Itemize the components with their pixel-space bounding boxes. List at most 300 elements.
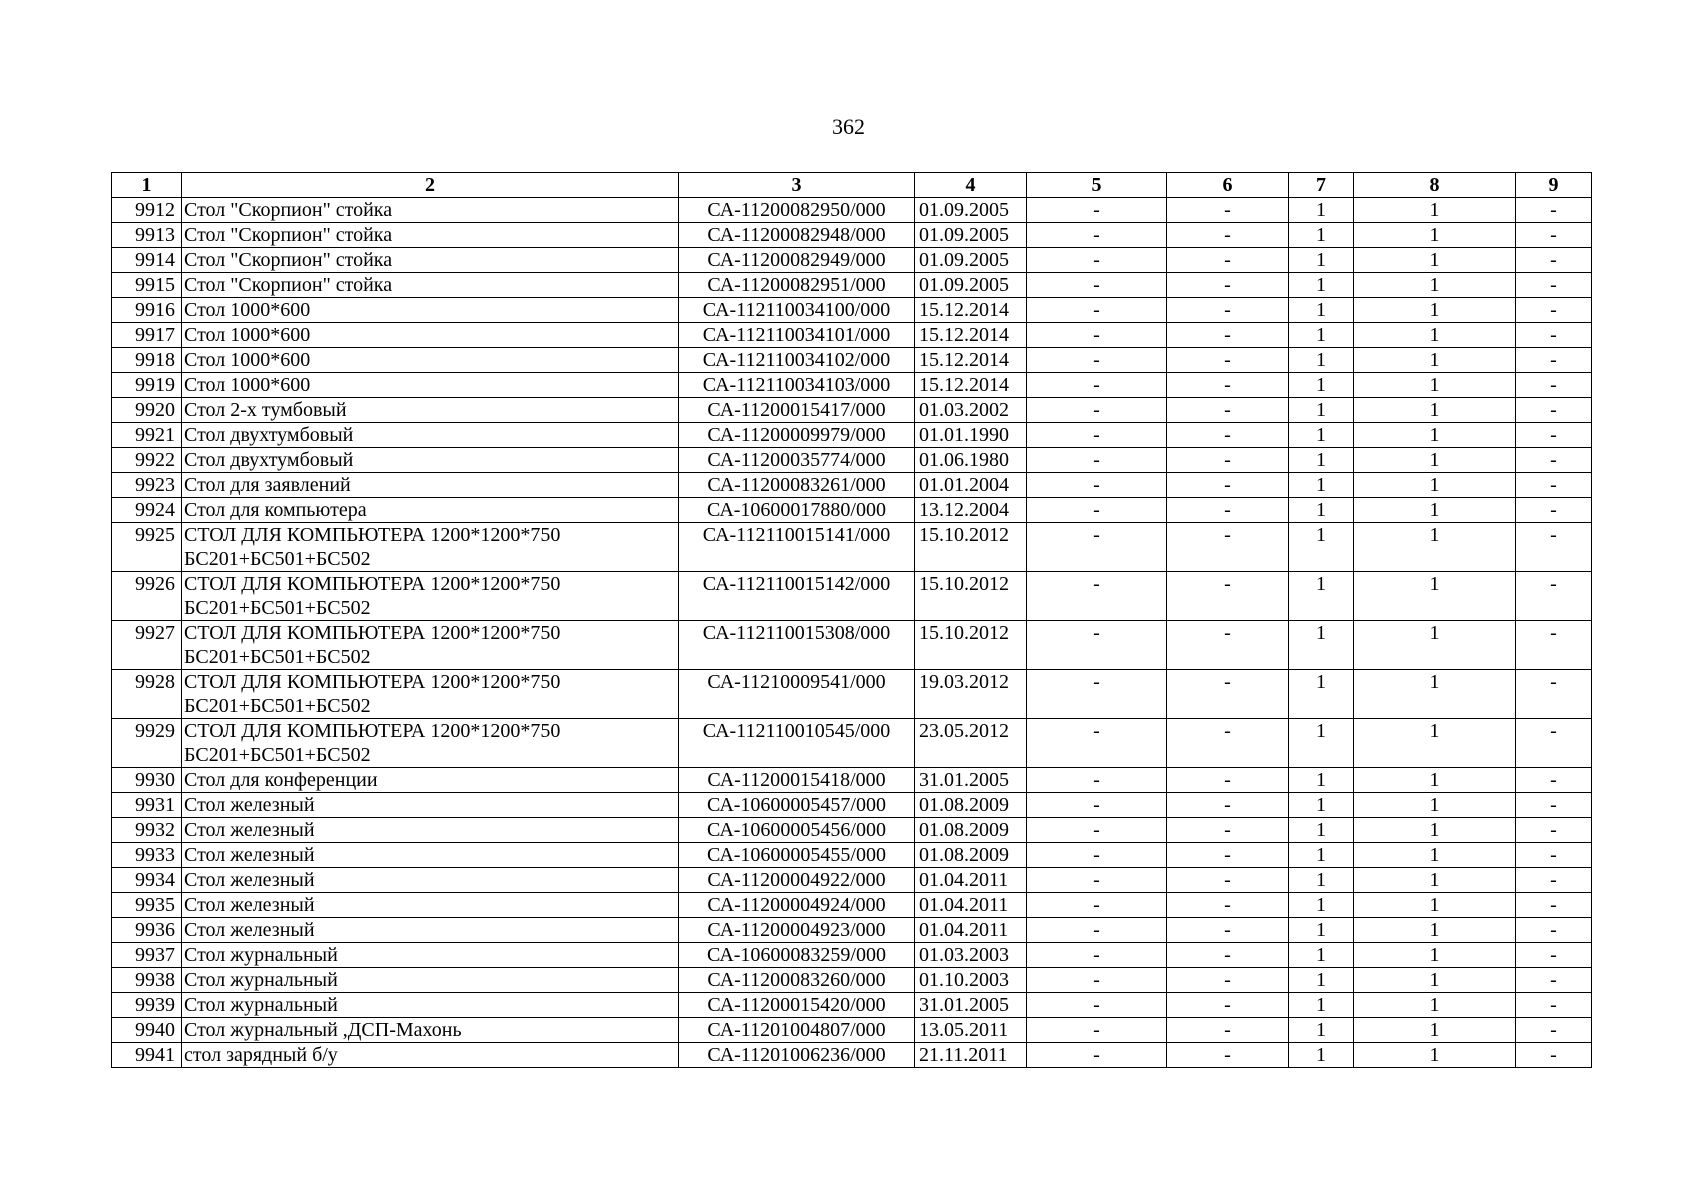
col-6-cell: - <box>1167 818 1289 843</box>
table-row <box>112 1018 1592 1043</box>
table-row <box>112 818 1592 843</box>
row-number-cell: 9936 <box>112 918 182 943</box>
col-7-cell: 1 <box>1289 918 1354 943</box>
col-8-cell: 1 <box>1354 448 1516 473</box>
col-8-cell: 1 <box>1354 298 1516 323</box>
table-row <box>112 1043 1592 1068</box>
inventory-code-cell: СА-112110034101/000 <box>679 323 915 348</box>
inventory-code-cell: СА-10600017880/000 <box>679 498 915 523</box>
date-cell: 01.08.2009 <box>915 843 1027 868</box>
col-6-cell: - <box>1167 943 1289 968</box>
col-9-cell: - <box>1516 918 1592 943</box>
col-5-cell: - <box>1027 843 1167 868</box>
col-9-cell: - <box>1516 273 1592 298</box>
col-7-cell: 1 <box>1289 273 1354 298</box>
inventory-code-cell: СА-11201004807/000 <box>679 1018 915 1043</box>
inventory-code-cell: СА-112110034100/000 <box>679 298 915 323</box>
date-cell: 15.12.2014 <box>915 348 1027 373</box>
col-7-cell: 1 <box>1289 993 1354 1018</box>
col-8-cell: 1 <box>1354 719 1516 768</box>
table-row <box>112 248 1592 273</box>
col-8-cell: 1 <box>1354 1043 1516 1068</box>
row-number-cell: 9921 <box>112 423 182 448</box>
col-5-cell: - <box>1027 373 1167 398</box>
inventory-code-cell: СА-11200082948/000 <box>679 223 915 248</box>
table-row <box>112 323 1592 348</box>
date-cell: 31.01.2005 <box>915 768 1027 793</box>
table-row <box>112 523 1592 572</box>
col-7-cell: 1 <box>1289 893 1354 918</box>
date-cell: 15.12.2014 <box>915 373 1027 398</box>
col-5-cell: - <box>1027 198 1167 223</box>
col-9-cell: - <box>1516 348 1592 373</box>
col-9-cell: - <box>1516 793 1592 818</box>
col-5-cell: - <box>1027 993 1167 1018</box>
col-7-cell: 1 <box>1289 198 1354 223</box>
col-7-cell: 1 <box>1289 670 1354 719</box>
col-5-cell: - <box>1027 448 1167 473</box>
col-5-cell: - <box>1027 273 1167 298</box>
col-5-cell: - <box>1027 868 1167 893</box>
row-number-cell: 9920 <box>112 398 182 423</box>
col-7-cell: 1 <box>1289 868 1354 893</box>
inventory-code-cell: СА-10600005455/000 <box>679 843 915 868</box>
col-9-cell: - <box>1516 893 1592 918</box>
col-9-cell: - <box>1516 719 1592 768</box>
col-8-cell: 1 <box>1354 273 1516 298</box>
col-5-cell: - <box>1027 1018 1167 1043</box>
item-name-cell: Стол "Скорпион" стойка <box>182 223 679 248</box>
table-row <box>112 348 1592 373</box>
col-8-cell: 1 <box>1354 868 1516 893</box>
col-7-cell: 1 <box>1289 423 1354 448</box>
col-7-cell: 1 <box>1289 373 1354 398</box>
col-6-cell: - <box>1167 918 1289 943</box>
date-cell: 15.12.2014 <box>915 323 1027 348</box>
item-name-cell: СТОЛ ДЛЯ КОМПЬЮТЕРА 1200*1200*750 БС201+БС501+БС502 <box>182 523 679 572</box>
col-5-cell: - <box>1027 1043 1167 1068</box>
col-5-cell: - <box>1027 621 1167 670</box>
col-6-cell: - <box>1167 448 1289 473</box>
col-7-cell: 1 <box>1289 818 1354 843</box>
date-cell: 01.09.2005 <box>915 198 1027 223</box>
col-5-cell: - <box>1027 348 1167 373</box>
date-cell: 01.08.2009 <box>915 818 1027 843</box>
col-8-cell: 1 <box>1354 670 1516 719</box>
table-row <box>112 273 1592 298</box>
inventory-code-cell: СА-11200082951/000 <box>679 273 915 298</box>
col-6-cell: - <box>1167 223 1289 248</box>
date-cell: 01.03.2002 <box>915 398 1027 423</box>
col-9-cell: - <box>1516 448 1592 473</box>
col-8-cell: 1 <box>1354 818 1516 843</box>
col-6-cell: - <box>1167 398 1289 423</box>
col-6-cell: - <box>1167 473 1289 498</box>
col-5-cell: - <box>1027 719 1167 768</box>
col-6-cell: - <box>1167 993 1289 1018</box>
date-cell: 01.09.2005 <box>915 223 1027 248</box>
col-9-cell: - <box>1516 993 1592 1018</box>
col-6-cell: - <box>1167 1018 1289 1043</box>
col-9-cell: - <box>1516 572 1592 621</box>
item-name-cell: Стол железный <box>182 793 679 818</box>
table-row <box>112 768 1592 793</box>
item-name-cell: Стол 1000*600 <box>182 298 679 323</box>
date-cell: 15.10.2012 <box>915 621 1027 670</box>
col-7-cell: 1 <box>1289 572 1354 621</box>
date-cell: 31.01.2005 <box>915 993 1027 1018</box>
col-7-cell: 1 <box>1289 1018 1354 1043</box>
col-7-cell: 1 <box>1289 323 1354 348</box>
row-number-cell: 9924 <box>112 498 182 523</box>
col-5-cell: - <box>1027 423 1167 448</box>
item-name-cell: Стол журнальный <box>182 993 679 1018</box>
col-5-cell: - <box>1027 223 1167 248</box>
item-name-cell: СТОЛ ДЛЯ КОМПЬЮТЕРА 1200*1200*750 БС201+БС501+БС502 <box>182 719 679 768</box>
col-8-cell: 1 <box>1354 943 1516 968</box>
date-cell: 01.09.2005 <box>915 273 1027 298</box>
item-name-cell: Стол двухтумбовый <box>182 423 679 448</box>
col-5-cell: - <box>1027 918 1167 943</box>
item-name-cell: Стол для конференции <box>182 768 679 793</box>
col-6-cell: - <box>1167 298 1289 323</box>
col-7-cell: 1 <box>1289 223 1354 248</box>
row-number-cell: 9925 <box>112 523 182 572</box>
table-row <box>112 448 1592 473</box>
table-row <box>112 793 1592 818</box>
table-row <box>112 198 1592 223</box>
col-6-cell: - <box>1167 523 1289 572</box>
table-row <box>112 423 1592 448</box>
col-5-cell: - <box>1027 893 1167 918</box>
col-7-cell: 1 <box>1289 793 1354 818</box>
col-7-cell: 1 <box>1289 768 1354 793</box>
inventory-code-cell: СА-11200004923/000 <box>679 918 915 943</box>
row-number-cell: 9940 <box>112 1018 182 1043</box>
row-number-cell: 9923 <box>112 473 182 498</box>
table-row <box>112 843 1592 868</box>
col-9-cell: - <box>1516 868 1592 893</box>
col-9-cell: - <box>1516 818 1592 843</box>
col-9-cell: - <box>1516 968 1592 993</box>
col-7-cell: 1 <box>1289 943 1354 968</box>
col-9-cell: - <box>1516 248 1592 273</box>
col-6-cell: - <box>1167 423 1289 448</box>
col-7-cell: 1 <box>1289 843 1354 868</box>
column-header: 6 <box>1167 173 1289 198</box>
item-name-cell: Стол 1000*600 <box>182 348 679 373</box>
column-header: 2 <box>182 173 679 198</box>
inventory-code-cell: СА-10600083259/000 <box>679 943 915 968</box>
date-cell: 15.12.2014 <box>915 298 1027 323</box>
col-6-cell: - <box>1167 893 1289 918</box>
item-name-cell: Стол для компьютера <box>182 498 679 523</box>
row-number-cell: 9926 <box>112 572 182 621</box>
col-5-cell: - <box>1027 793 1167 818</box>
table-row <box>112 943 1592 968</box>
col-7-cell: 1 <box>1289 348 1354 373</box>
inventory-code-cell: СА-11200004922/000 <box>679 868 915 893</box>
row-number-cell: 9919 <box>112 373 182 398</box>
col-9-cell: - <box>1516 1018 1592 1043</box>
table-row <box>112 893 1592 918</box>
row-number-cell: 9930 <box>112 768 182 793</box>
col-8-cell: 1 <box>1354 473 1516 498</box>
column-header: 4 <box>915 173 1027 198</box>
col-9-cell: - <box>1516 621 1592 670</box>
row-number-cell: 9922 <box>112 448 182 473</box>
col-8-cell: 1 <box>1354 768 1516 793</box>
date-cell: 13.05.2011 <box>915 1018 1027 1043</box>
col-8-cell: 1 <box>1354 893 1516 918</box>
col-9-cell: - <box>1516 198 1592 223</box>
inventory-code-cell: СА-11200015417/000 <box>679 398 915 423</box>
date-cell: 01.01.2004 <box>915 473 1027 498</box>
col-7-cell: 1 <box>1289 398 1354 423</box>
inventory-code-cell: СА-11200015418/000 <box>679 768 915 793</box>
row-number-cell: 9937 <box>112 943 182 968</box>
date-cell: 01.08.2009 <box>915 793 1027 818</box>
date-cell: 01.03.2003 <box>915 943 1027 968</box>
inventory-code-cell: СА-112110015142/000 <box>679 572 915 621</box>
item-name-cell: Стол железный <box>182 893 679 918</box>
col-6-cell: - <box>1167 373 1289 398</box>
col-7-cell: 1 <box>1289 448 1354 473</box>
inventory-code-cell: СА-112110034102/000 <box>679 348 915 373</box>
table-row <box>112 993 1592 1018</box>
inventory-code-cell: СА-11200083261/000 <box>679 473 915 498</box>
inventory-code-cell: СА-112110034103/000 <box>679 373 915 398</box>
inventory-table <box>111 172 1592 1068</box>
row-number-cell: 9932 <box>112 818 182 843</box>
col-7-cell: 1 <box>1289 298 1354 323</box>
table-row <box>112 498 1592 523</box>
col-6-cell: - <box>1167 248 1289 273</box>
col-9-cell: - <box>1516 298 1592 323</box>
col-6-cell: - <box>1167 768 1289 793</box>
table-row <box>112 918 1592 943</box>
col-8-cell: 1 <box>1354 523 1516 572</box>
item-name-cell: Стол "Скорпион" стойка <box>182 273 679 298</box>
col-8-cell: 1 <box>1354 248 1516 273</box>
date-cell: 15.10.2012 <box>915 572 1027 621</box>
row-number-cell: 9918 <box>112 348 182 373</box>
col-5-cell: - <box>1027 670 1167 719</box>
item-name-cell: Стол журнальный <box>182 943 679 968</box>
col-8-cell: 1 <box>1354 223 1516 248</box>
table-row <box>112 968 1592 993</box>
col-9-cell: - <box>1516 323 1592 348</box>
col-8-cell: 1 <box>1354 968 1516 993</box>
col-9-cell: - <box>1516 843 1592 868</box>
col-7-cell: 1 <box>1289 621 1354 670</box>
col-5-cell: - <box>1027 768 1167 793</box>
col-7-cell: 1 <box>1289 498 1354 523</box>
item-name-cell: СТОЛ ДЛЯ КОМПЬЮТЕРА 1200*1200*750 БС201+БС501+БС502 <box>182 621 679 670</box>
item-name-cell: Стол "Скорпион" стойка <box>182 198 679 223</box>
col-5-cell: - <box>1027 323 1167 348</box>
column-header: 5 <box>1027 173 1167 198</box>
row-number-cell: 9914 <box>112 248 182 273</box>
column-header: 1 <box>112 173 182 198</box>
inventory-code-cell: СА-11200015420/000 <box>679 993 915 1018</box>
col-7-cell: 1 <box>1289 523 1354 572</box>
col-9-cell: - <box>1516 423 1592 448</box>
col-9-cell: - <box>1516 768 1592 793</box>
inventory-code-cell: СА-10600005456/000 <box>679 818 915 843</box>
row-number-cell: 9941 <box>112 1043 182 1068</box>
col-5-cell: - <box>1027 298 1167 323</box>
col-7-cell: 1 <box>1289 1043 1354 1068</box>
col-8-cell: 1 <box>1354 843 1516 868</box>
col-7-cell: 1 <box>1289 968 1354 993</box>
col-9-cell: - <box>1516 943 1592 968</box>
col-9-cell: - <box>1516 523 1592 572</box>
col-5-cell: - <box>1027 498 1167 523</box>
row-number-cell: 9927 <box>112 621 182 670</box>
col-6-cell: - <box>1167 968 1289 993</box>
row-number-cell: 9929 <box>112 719 182 768</box>
col-8-cell: 1 <box>1354 793 1516 818</box>
item-name-cell: Стол для заявлений <box>182 473 679 498</box>
date-cell: 01.01.1990 <box>915 423 1027 448</box>
col-8-cell: 1 <box>1354 498 1516 523</box>
item-name-cell: Стол железный <box>182 918 679 943</box>
item-name-cell: Стол 2-х тумбовый <box>182 398 679 423</box>
col-7-cell: 1 <box>1289 248 1354 273</box>
table-row <box>112 670 1592 719</box>
col-5-cell: - <box>1027 818 1167 843</box>
col-7-cell: 1 <box>1289 719 1354 768</box>
row-number-cell: 9933 <box>112 843 182 868</box>
item-name-cell: Стол железный <box>182 868 679 893</box>
row-number-cell: 9938 <box>112 968 182 993</box>
item-name-cell: Стол журнальный <box>182 968 679 993</box>
item-name-cell: Стол "Скорпион" стойка <box>182 248 679 273</box>
col-9-cell: - <box>1516 670 1592 719</box>
col-8-cell: 1 <box>1354 198 1516 223</box>
inventory-code-cell: СА-11200083260/000 <box>679 968 915 993</box>
header-row <box>112 173 1592 198</box>
col-6-cell: - <box>1167 793 1289 818</box>
col-5-cell: - <box>1027 943 1167 968</box>
item-name-cell: стол зарядный б/у <box>182 1043 679 1068</box>
date-cell: 01.04.2011 <box>915 918 1027 943</box>
col-9-cell: - <box>1516 498 1592 523</box>
item-name-cell: СТОЛ ДЛЯ КОМПЬЮТЕРА 1200*1200*750 БС201+БС501+БС502 <box>182 670 679 719</box>
row-number-cell: 9915 <box>112 273 182 298</box>
date-cell: 01.06.1980 <box>915 448 1027 473</box>
table-row <box>112 398 1592 423</box>
item-name-cell: Стол железный <box>182 843 679 868</box>
inventory-code-cell: СА-10600005457/000 <box>679 793 915 818</box>
col-6-cell: - <box>1167 572 1289 621</box>
col-8-cell: 1 <box>1354 621 1516 670</box>
col-9-cell: - <box>1516 473 1592 498</box>
row-number-cell: 9931 <box>112 793 182 818</box>
item-name-cell: Стол железный <box>182 818 679 843</box>
col-6-cell: - <box>1167 273 1289 298</box>
table-row <box>112 868 1592 893</box>
column-header: 7 <box>1289 173 1354 198</box>
col-6-cell: - <box>1167 348 1289 373</box>
row-number-cell: 9939 <box>112 993 182 1018</box>
row-number-cell: 9916 <box>112 298 182 323</box>
date-cell: 01.04.2011 <box>915 893 1027 918</box>
date-cell: 01.09.2005 <box>915 248 1027 273</box>
col-6-cell: - <box>1167 621 1289 670</box>
col-9-cell: - <box>1516 223 1592 248</box>
item-name-cell: Стол журнальный ,ДСП-Махонь <box>182 1018 679 1043</box>
col-6-cell: - <box>1167 670 1289 719</box>
col-9-cell: - <box>1516 1043 1592 1068</box>
col-8-cell: 1 <box>1354 993 1516 1018</box>
inventory-code-cell: СА-11200004924/000 <box>679 893 915 918</box>
col-6-cell: - <box>1167 498 1289 523</box>
col-8-cell: 1 <box>1354 918 1516 943</box>
date-cell: 21.11.2011 <box>915 1043 1027 1068</box>
item-name-cell: Стол 1000*600 <box>182 373 679 398</box>
inventory-code-cell: СА-11200035774/000 <box>679 448 915 473</box>
inventory-code-cell: СА-112110010545/000 <box>679 719 915 768</box>
col-6-cell: - <box>1167 198 1289 223</box>
col-6-cell: - <box>1167 868 1289 893</box>
column-header: 3 <box>679 173 915 198</box>
item-name-cell: СТОЛ ДЛЯ КОМПЬЮТЕРА 1200*1200*750 БС201+БС501+БС502 <box>182 572 679 621</box>
col-6-cell: - <box>1167 323 1289 348</box>
table-row <box>112 223 1592 248</box>
table-row <box>112 298 1592 323</box>
row-number-cell: 9928 <box>112 670 182 719</box>
table-row <box>112 373 1592 398</box>
row-number-cell: 9913 <box>112 223 182 248</box>
column-header: 9 <box>1516 173 1592 198</box>
date-cell: 23.05.2012 <box>915 719 1027 768</box>
inventory-code-cell: СА-11201006236/000 <box>679 1043 915 1068</box>
page-number: 362 <box>832 114 865 139</box>
col-5-cell: - <box>1027 572 1167 621</box>
col-8-cell: 1 <box>1354 398 1516 423</box>
table-row <box>112 719 1592 768</box>
item-name-cell: Стол двухтумбовый <box>182 448 679 473</box>
row-number-cell: 9912 <box>112 198 182 223</box>
col-5-cell: - <box>1027 523 1167 572</box>
date-cell: 01.10.2003 <box>915 968 1027 993</box>
date-cell: 19.03.2012 <box>915 670 1027 719</box>
col-8-cell: 1 <box>1354 348 1516 373</box>
row-number-cell: 9935 <box>112 893 182 918</box>
inventory-code-cell: СА-11200082950/000 <box>679 198 915 223</box>
col-5-cell: - <box>1027 968 1167 993</box>
col-8-cell: 1 <box>1354 423 1516 448</box>
inventory-code-cell: СА-11200009979/000 <box>679 423 915 448</box>
date-cell: 15.10.2012 <box>915 523 1027 572</box>
col-5-cell: - <box>1027 248 1167 273</box>
col-6-cell: - <box>1167 843 1289 868</box>
row-number-cell: 9917 <box>112 323 182 348</box>
inventory-code-cell: СА-11210009541/000 <box>679 670 915 719</box>
col-8-cell: 1 <box>1354 1018 1516 1043</box>
col-5-cell: - <box>1027 398 1167 423</box>
column-header: 8 <box>1354 173 1516 198</box>
col-7-cell: 1 <box>1289 473 1354 498</box>
date-cell: 13.12.2004 <box>915 498 1027 523</box>
col-5-cell: - <box>1027 473 1167 498</box>
col-9-cell: - <box>1516 373 1592 398</box>
col-9-cell: - <box>1516 398 1592 423</box>
inventory-code-cell: СА-11200082949/000 <box>679 248 915 273</box>
date-cell: 01.04.2011 <box>915 868 1027 893</box>
